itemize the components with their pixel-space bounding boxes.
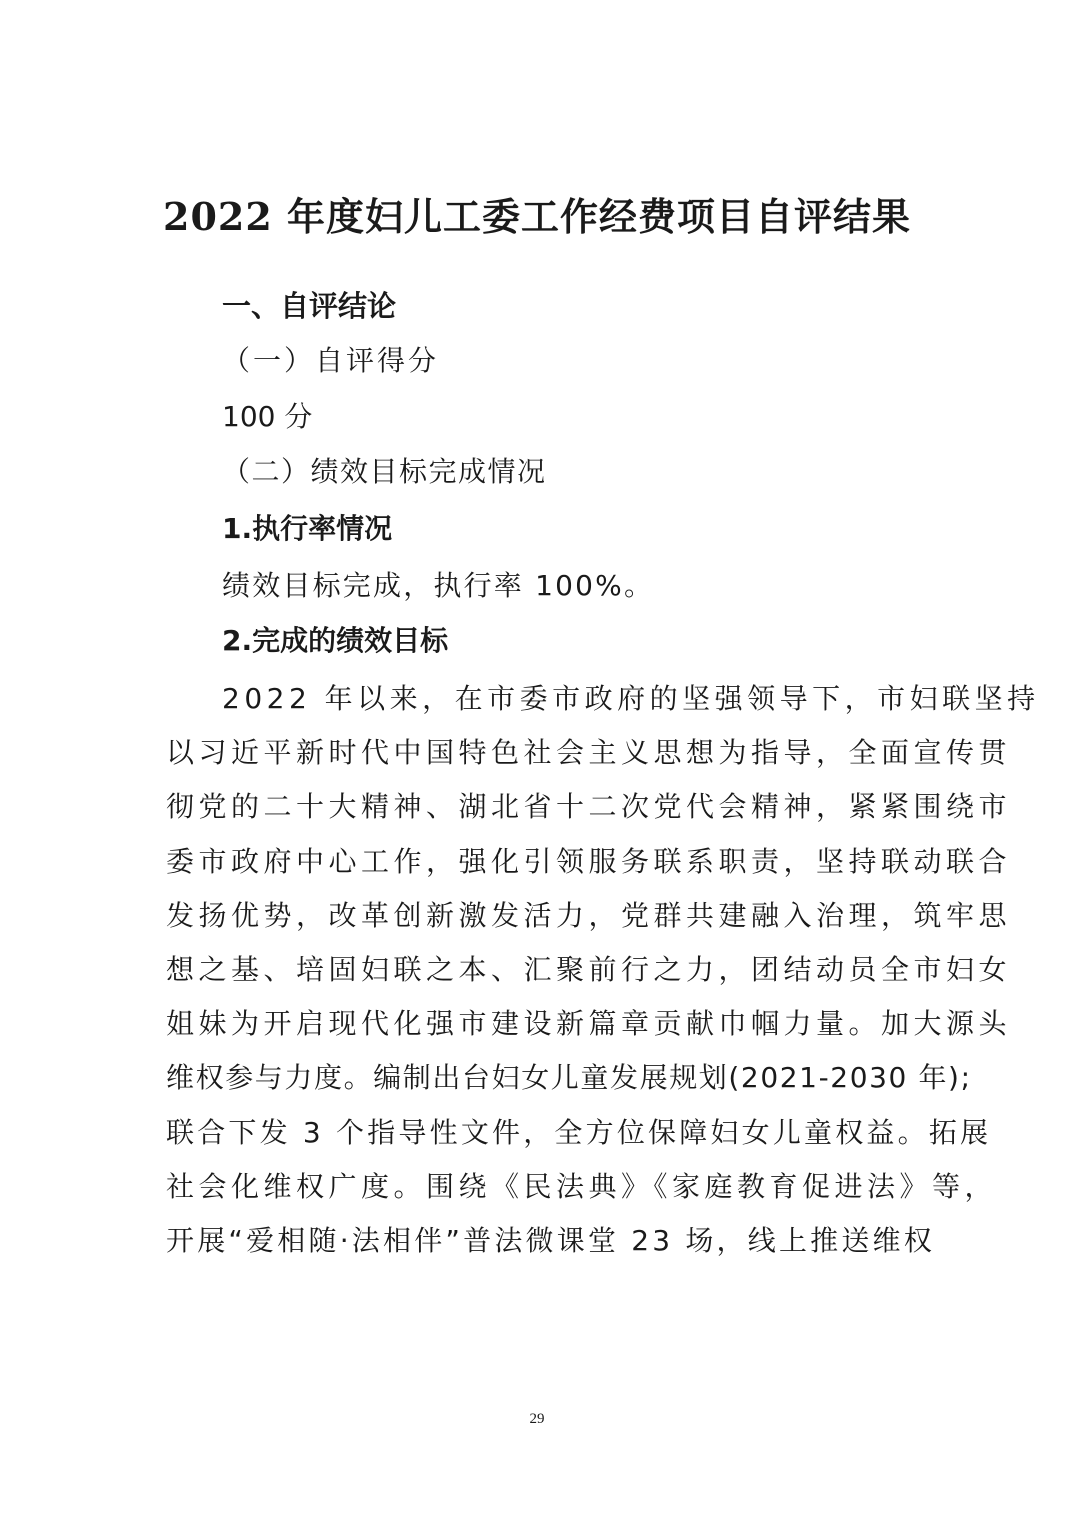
paragraph-line: 2022 年以来，在市委市政府的坚强领导下，市妇联坚持: [222, 682, 1040, 715]
paragraph-line: 委市政府中心工作，强化引领服务联系职责，坚持联动联合: [166, 844, 1012, 878]
document-title: 2022 年度妇儿工委工作经费项目自评结果: [163, 194, 911, 239]
score-value: 100 分: [222, 400, 313, 433]
subheading-performance-goals: （二）绩效目标完成情况: [222, 455, 547, 488]
paragraph-line: 联合下发 3 个指导性文件，全方位保障妇女儿童权益。拓展: [166, 1115, 992, 1149]
paragraph-line: 开展“爱相随·法相伴”普法微课堂 23 场，线上推送维权: [166, 1223, 935, 1257]
paragraph-line: 彻党的二十大精神、湖北省十二次党代会精神，紧紧围绕市: [166, 790, 1012, 824]
item-heading-completed-goals: 2.完成的绩效目标: [222, 624, 449, 657]
paragraph-line: 以习近平新时代中国特色社会主义思想为指导，全面宣传贯: [166, 736, 1012, 770]
paragraph-line: 发扬优势，改革创新激发活力，党群共建融入治理，筑牢思: [166, 898, 1012, 932]
section-heading-self-evaluation-conclusion: 一、自评结论: [222, 289, 397, 323]
page-number: 29: [529, 1411, 545, 1427]
subheading-self-evaluation-score: （一）自评得分: [222, 344, 440, 377]
item-heading-execution-rate: 1.执行率情况: [222, 512, 393, 545]
paragraph-line: 社会化维权广度。围绕《民法典》《家庭教育促进法》等，: [166, 1169, 998, 1203]
paragraph-line: 维权参与力度。编制出台妇女儿童发展规划(2021-2030 年);: [166, 1061, 972, 1095]
paragraph-line: 姐妹为开启现代化强市建设新篇章贡献巾帼力量。加大源头: [166, 1007, 1012, 1041]
paragraph-line: 想之基、培固妇联之本、汇聚前行之力，团结动员全市妇女: [166, 952, 1012, 986]
execution-rate-text: 绩效目标完成，执行率 100%。: [222, 569, 655, 602]
body-paragraph: [166, 679, 1040, 1275]
